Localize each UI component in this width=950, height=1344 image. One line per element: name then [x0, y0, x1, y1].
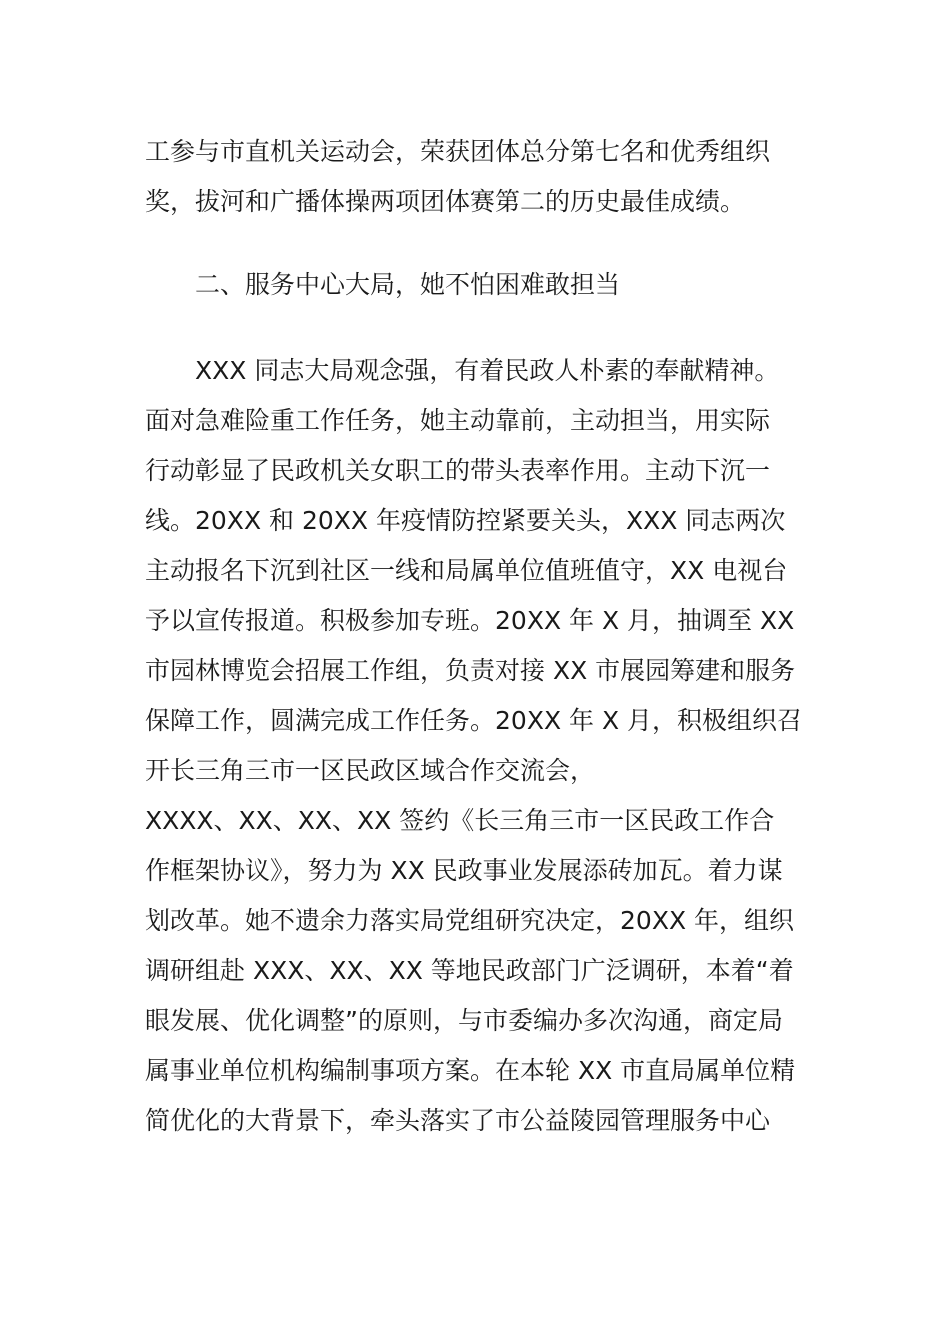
paragraph-line-3: XXX 同志大局观念强，有着民政人朴素的奉献精神。 [195, 356, 780, 385]
paragraph-line-6: 线。20XX 和 20XX 年疫情防控紧要关头，XXX 同志两次 [145, 506, 786, 535]
paragraph-line-8: 予以宣传报道。积极参加专班。20XX 年 X 月，抽调至 XX [145, 606, 795, 635]
paragraph-line-9: 市园林博览会招展工作组，负责对接 XX 市展园筹建和服务 [145, 656, 796, 685]
paragraph-line-15: 调研组赴 XXX、XX、XX 等地民政部门广泛调研，本着“着 [145, 956, 794, 985]
paragraph-line-11: 开长三角三市一区民政区域合作交流会， [145, 756, 596, 785]
paragraph-line-4: 面对急难险重工作任务，她主动靠前，主动担当，用实际 [145, 406, 771, 435]
paragraph-line-2: 奖，拔河和广播体操两项团体赛第二的历史最佳成绩。 [145, 187, 746, 216]
paragraph-line-1: 工参与市直机关运动会，荣获团体总分第七名和优秀组织 [145, 137, 771, 166]
paragraph-line-17: 属事业单位机构编制事项方案。在本轮 XX 市直局属单位精 [145, 1056, 796, 1085]
paragraph-line-14: 划改革。她不遗余力落实局党组研究决定，20XX 年，组织 [145, 906, 795, 935]
paragraph-line-12: XXXX、XX、XX、XX 签约《长三角三市一区民政工作合 [145, 806, 775, 835]
paragraph-line-18: 简优化的大背景下，牵头落实了市公益陵园管理服务中心 [145, 1106, 771, 1135]
paragraph-line-5: 行动彰显了民政机关女职工的带头表率作用。主动下沉一 [145, 456, 771, 485]
paragraph-line-10: 保障工作，圆满完成工作任务。20XX 年 X 月，积极组织召 [145, 706, 803, 735]
paragraph-line-16: 眼发展、优化调整”的原则，与市委编办多次沟通，商定局 [145, 1006, 783, 1035]
paragraph-line-13: 作框架协议》，努力为 XX 民政事业发展添砖加瓦。着力谋 [145, 856, 783, 885]
paragraph-line-7: 主动报名下沉到社区一线和局属单位值班值守，XX 电视台 [145, 556, 788, 585]
section-heading: 二、服务中心大局，她不怕困难敢担当 [195, 270, 621, 299]
